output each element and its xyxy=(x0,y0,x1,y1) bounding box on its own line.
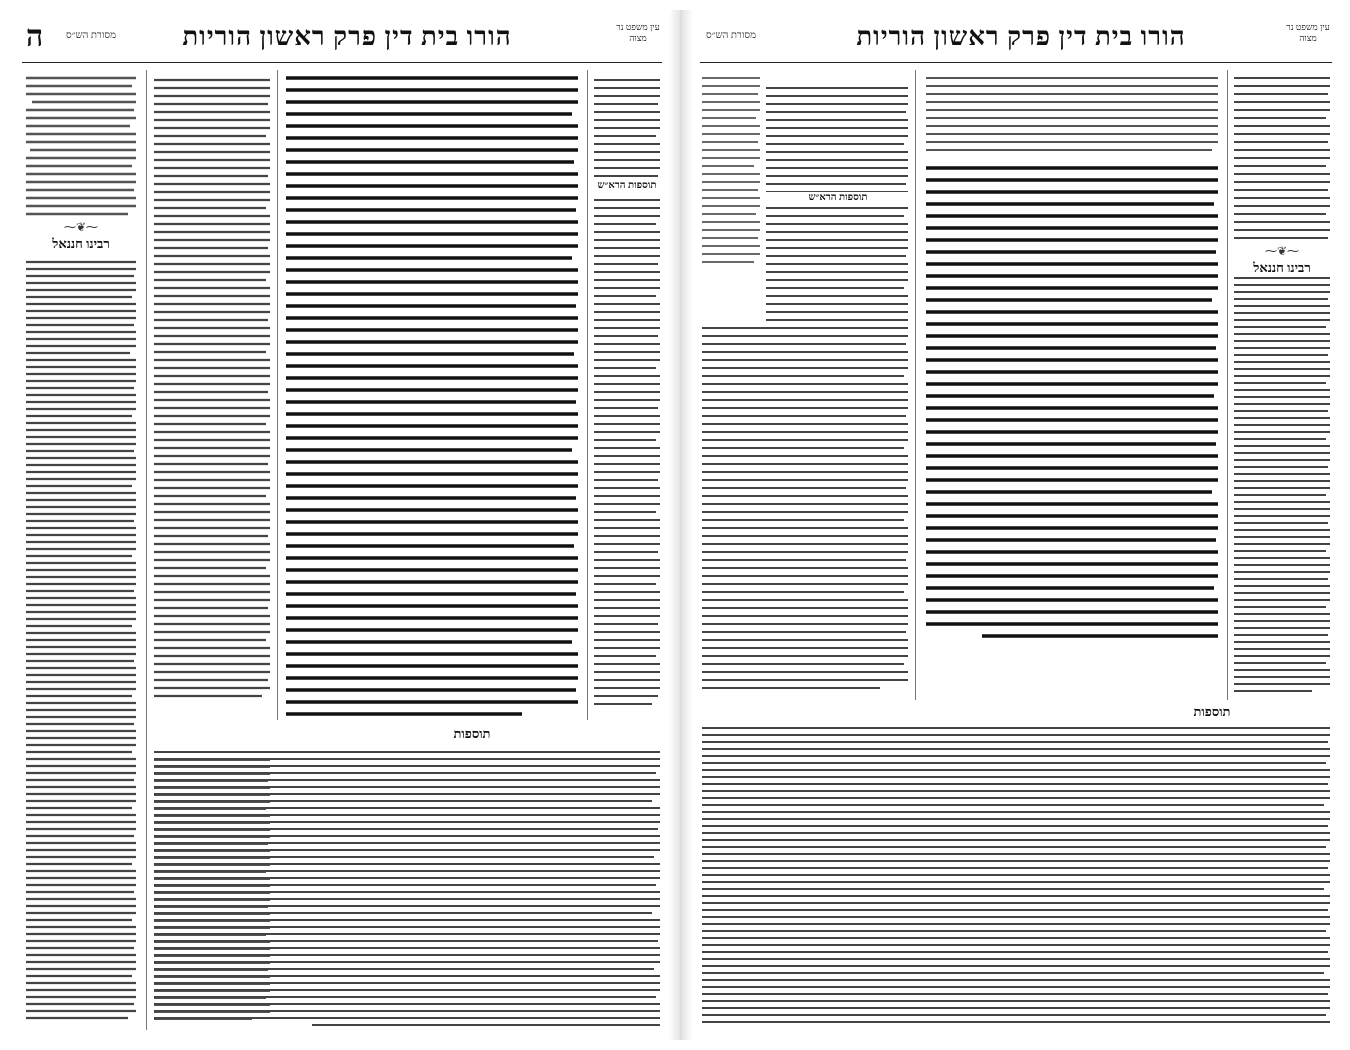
tosafot-harosh-title: תוספות הרא״ש xyxy=(766,192,910,203)
rabbeinu-chananel-title: רבינו חננאל xyxy=(1232,260,1332,276)
lower-commentary-block xyxy=(700,722,1332,1030)
masoret-label: מסורת הש״ס xyxy=(706,30,757,41)
tosafot-title: תוספות xyxy=(1092,704,1332,720)
text-lines xyxy=(152,744,662,1030)
text-lines xyxy=(592,70,662,720)
lower-commentary-block xyxy=(152,744,662,1030)
right-page-header xyxy=(700,20,1332,63)
running-head: הורו בית דין פרק ראשון הוריות xyxy=(182,22,512,51)
book-gutter xyxy=(669,10,693,1040)
text-lines xyxy=(1232,70,1332,700)
text-lines xyxy=(22,70,140,1030)
text-lines xyxy=(700,722,1332,1030)
rabbeinu-chananel-column xyxy=(22,70,140,1030)
masoret-label: מסורת הש״ס xyxy=(66,30,117,41)
ein-mishpat-label: עין משפט נר מצוה xyxy=(616,22,660,43)
gemara-main-text xyxy=(922,70,1222,640)
rabbeinu-chananel-title: רבינו חננאל xyxy=(22,236,140,252)
ein-mishpat-label: עין משפט נר מצוה xyxy=(1286,22,1330,43)
tosafot-title: תוספות xyxy=(282,726,662,742)
ornament-divider: ⁓❦⁓ xyxy=(63,220,99,234)
left-page xyxy=(22,14,662,1036)
right-page xyxy=(700,14,1332,1036)
rabbeinu-chananel-column xyxy=(1232,70,1332,700)
tosafot-harosh-title: תוספות הרא״ש xyxy=(592,180,662,191)
text-lines xyxy=(922,70,1222,640)
running-head: הורו בית דין פרק ראשון הוריות xyxy=(856,22,1186,51)
tosafot-harosh-column xyxy=(592,70,662,720)
gemara-main-text xyxy=(282,70,582,720)
ornament-divider: ⁓❦⁓ xyxy=(1264,244,1300,258)
text-lines xyxy=(282,70,582,720)
folio-number: ה xyxy=(26,20,44,53)
left-page-header xyxy=(22,20,662,63)
tosafot-column xyxy=(700,84,910,694)
text-lines xyxy=(700,84,910,694)
